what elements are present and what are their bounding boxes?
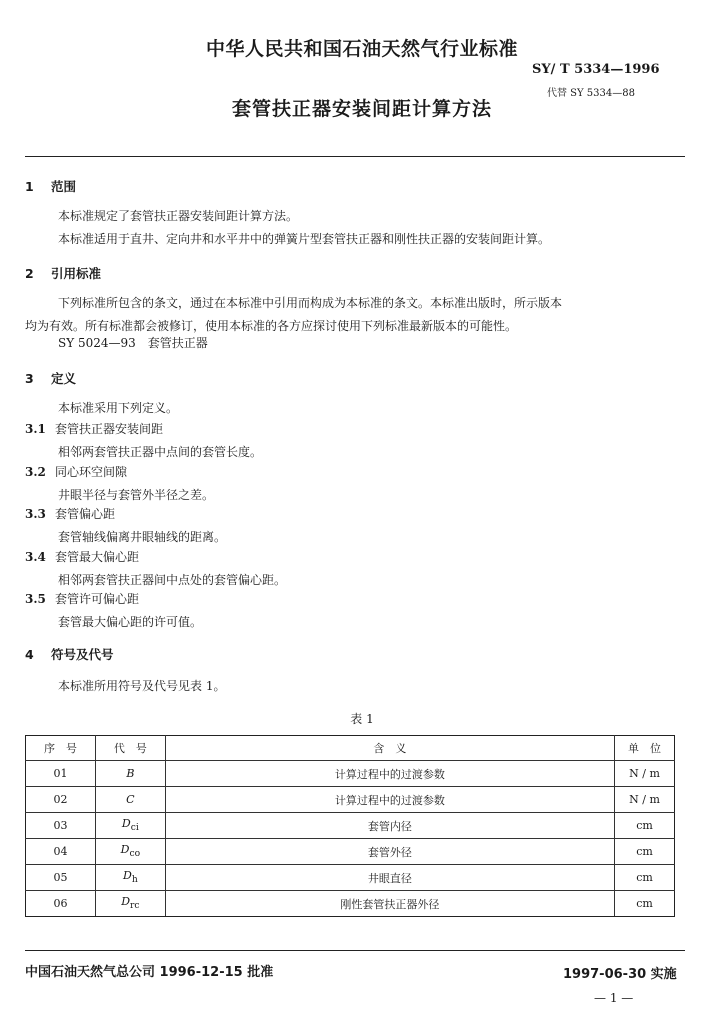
table-row xyxy=(26,891,675,917)
referenced-standard: SY 5024—93 套管扶正器 xyxy=(58,336,208,350)
definition-text: 套管轴线偏离井眼轴线的距离。 xyxy=(58,530,227,544)
section-4-intro: 本标准所用符号及代号见表 1。 xyxy=(58,679,226,693)
cell-seq: 02 xyxy=(26,787,96,813)
cell-seq: 06 xyxy=(26,891,96,917)
cell-unit: cm xyxy=(615,865,675,891)
table-row xyxy=(26,865,675,891)
page-number: — 1 — xyxy=(594,991,634,1005)
code-symbol: C xyxy=(126,793,135,806)
cell-seq: 04 xyxy=(26,839,96,865)
table-header-row xyxy=(26,736,675,761)
section-3-intro: 本标准采用下列定义。 xyxy=(58,401,179,415)
code-subscript: rc xyxy=(130,900,140,912)
section-2-para-line-2: 均为有效。所有标准都会被修订，使用本标准的各方应探讨使用下列标准最新版本的可能性。 xyxy=(25,319,518,333)
header-divider xyxy=(25,156,685,157)
cell-meaning: 计算过程中的过渡参数 xyxy=(165,761,614,787)
table-row xyxy=(26,761,675,787)
code-subscript: h xyxy=(131,874,138,886)
section-2-heading xyxy=(25,264,101,282)
cell-code xyxy=(95,813,165,839)
term-text: 套管最大偏心距 xyxy=(55,550,140,564)
term-text: 套管许可偏心距 xyxy=(55,592,140,606)
code-symbol: D xyxy=(121,895,131,909)
code-subscript: ci xyxy=(130,822,139,834)
definition-number: 3.1 xyxy=(25,422,46,436)
cell-meaning: 计算过程中的过渡参数 xyxy=(165,787,614,813)
cell-meaning: 套管内径 xyxy=(165,813,614,839)
header-seq: 序 号 xyxy=(26,736,96,761)
section-1-para-2: 本标准适用于直井、定向井和水平井中的弹簧片型套管扶正器和刚性扶正器的安装间距计算。 xyxy=(58,232,551,246)
definition-term xyxy=(25,463,127,480)
table-row xyxy=(26,813,675,839)
header-unit: 单 位 xyxy=(615,736,675,761)
code-symbol: D xyxy=(121,817,131,831)
code-symbol: B xyxy=(126,767,135,780)
definition-number: 3.5 xyxy=(25,592,46,606)
footer-divider xyxy=(25,950,685,951)
standard-code: SY/ T 5334—1996 xyxy=(532,62,660,77)
section-title: 范围 xyxy=(51,179,77,194)
section-1-para-1: 本标准规定了套管扶正器安装间距计算方法。 xyxy=(58,209,299,223)
term-text: 套管偏心距 xyxy=(55,507,116,521)
definition-number: 3.2 xyxy=(25,465,46,479)
cell-unit: cm xyxy=(615,813,675,839)
section-number: 3 xyxy=(25,371,34,386)
definition-text: 相邻两套管扶正器间中点处的套管偏心距。 xyxy=(58,573,287,587)
code-symbol: D xyxy=(120,843,130,857)
definition-term xyxy=(25,548,139,565)
document-title: 套管扶正器安装间距计算方法 xyxy=(231,98,492,120)
definition-number: 3.4 xyxy=(25,550,46,564)
cell-unit: cm xyxy=(615,891,675,917)
section-number: 1 xyxy=(25,179,34,194)
org-title: 中华人民共和国石油天然气行业标准 xyxy=(205,38,518,60)
section-title: 引用标准 xyxy=(51,266,102,281)
table-row xyxy=(26,839,675,865)
section-4-heading xyxy=(25,645,114,663)
cell-meaning: 井眼直径 xyxy=(165,865,614,891)
definition-term xyxy=(25,420,163,437)
definition-term xyxy=(25,590,139,607)
cell-seq: 01 xyxy=(26,761,96,787)
section-title: 符号及代号 xyxy=(51,647,114,662)
cell-unit: N / m xyxy=(615,761,675,787)
code-subscript: co xyxy=(129,848,141,860)
cell-unit: cm xyxy=(615,839,675,865)
definition-term xyxy=(25,505,115,522)
table-row xyxy=(26,787,675,813)
section-1-heading xyxy=(25,177,76,195)
cell-code xyxy=(95,839,165,865)
code-symbol: D xyxy=(122,869,132,883)
cell-meaning: 套管外径 xyxy=(165,839,614,865)
header-meaning: 含 义 xyxy=(165,736,614,761)
header-code: 代 号 xyxy=(95,736,165,761)
section-title: 定义 xyxy=(51,371,77,386)
section-number: 2 xyxy=(25,266,34,281)
cell-code xyxy=(95,891,165,917)
cell-code xyxy=(95,761,165,787)
definition-text: 井眼半径与套管外半径之差。 xyxy=(58,488,215,502)
effective-date: 1997-06-30 实施 xyxy=(563,967,677,982)
cell-code xyxy=(95,787,165,813)
definition-number: 3.3 xyxy=(25,507,46,521)
definition-text: 套管最大偏心距的许可值。 xyxy=(58,615,203,629)
section-3-heading xyxy=(25,369,76,387)
term-text: 同心环空间隙 xyxy=(55,465,128,479)
cell-seq: 03 xyxy=(26,813,96,839)
replaces-standard: 代替 SY 5334—88 xyxy=(547,88,635,99)
term-text: 套管扶正器安装间距 xyxy=(55,422,164,436)
section-2-para-line-1: 下列标准所包含的条文，通过在本标准中引用而构成为本标准的条文。本标准出版时，所示版本 xyxy=(58,296,563,310)
cell-unit: N / m xyxy=(615,787,675,813)
cell-code xyxy=(95,865,165,891)
cell-seq: 05 xyxy=(26,865,96,891)
approval-note: 中国石油天然气总公司 1996-12-15 批准 xyxy=(25,965,274,980)
cell-meaning: 刚性套管扶正器外径 xyxy=(165,891,614,917)
section-number: 4 xyxy=(25,647,34,662)
definition-text: 相邻两套管扶正器中点间的套管长度。 xyxy=(58,445,263,459)
symbols-table xyxy=(25,735,675,917)
table-caption: 表 1 xyxy=(350,712,374,726)
